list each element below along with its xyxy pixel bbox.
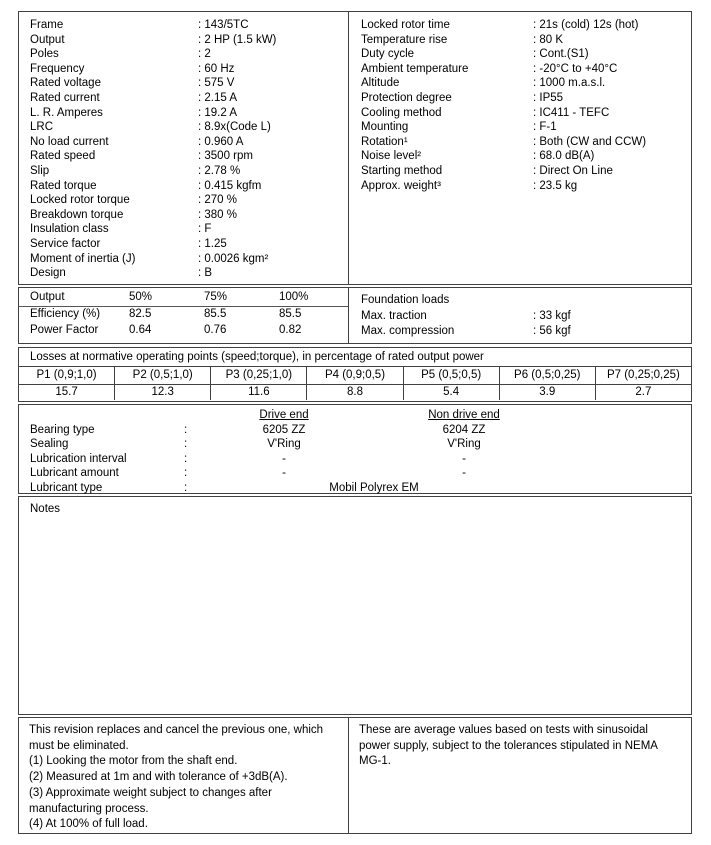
spec-label: Poles — [30, 48, 59, 61]
performance-table — [19, 288, 349, 343]
spec-row — [19, 62, 348, 77]
losses-value-cell: 5.4 — [404, 385, 500, 400]
max-compression-value: : 56 kgf — [533, 325, 571, 337]
spec-label: Service factor — [30, 237, 101, 250]
footer-right-remarks — [349, 718, 691, 833]
power-factor-row — [19, 323, 348, 339]
losses-header-cell: P6 (0,5;0,25) — [500, 367, 596, 384]
losses-value-cell: 15.7 — [19, 385, 115, 400]
max-traction-value: : 33 kgf — [533, 309, 571, 322]
spec-row — [349, 91, 691, 106]
spec-value: : 21s (cold) 12s (hot) — [533, 19, 639, 31]
spec-label: Rated voltage — [30, 77, 101, 90]
spec-label: Locked rotor torque — [30, 194, 130, 207]
losses-values-row — [19, 385, 691, 400]
bearing-drive-value: 6205 ZZ — [262, 423, 306, 436]
efficiency-label: Efficiency (%) — [30, 308, 101, 320]
bearing-drive-value: V'Ring — [267, 438, 301, 451]
spec-label: No load current — [30, 135, 109, 148]
bearing-row: Bearing type : 6205 ZZ 6204 ZZ — [19, 423, 691, 438]
spec-label: Approx. weight³ — [361, 179, 441, 192]
spec-row — [349, 179, 691, 194]
spec-value: : IC411 - TEFC — [533, 106, 610, 119]
footer-left-remarks — [19, 718, 349, 833]
power-factor-label: Power Factor — [30, 323, 99, 336]
bearing-non-drive-value: - — [462, 467, 466, 480]
bearing-row: Sealing : V'Ring V'Ring — [19, 437, 691, 452]
losses-header-cell: P1 (0,9;1,0) — [19, 367, 115, 384]
spec-value: : 1.25 — [198, 237, 227, 250]
power-factor-100: 0.82 — [279, 323, 302, 336]
lubricant-type-label: Lubricant type — [30, 481, 103, 494]
spec-label: Cooling method — [361, 106, 442, 119]
efficiency-100: 85.5 — [279, 308, 302, 320]
spec-label: Rated speed — [30, 150, 96, 163]
performance-header-row — [19, 288, 348, 307]
spec-row — [19, 252, 348, 267]
spec-value: : 2 HP (1.5 kW) — [198, 33, 277, 46]
spec-value: : 380 % — [198, 208, 237, 221]
spec-label: Frequency — [30, 62, 85, 75]
spec-value: : 270 % — [198, 194, 237, 207]
drive-end-header: Drive end — [259, 409, 309, 421]
spec-row — [349, 149, 691, 164]
max-compression-label: Max. compression — [361, 325, 455, 337]
bearing-row: Lubricant amount : - - — [19, 466, 691, 481]
spec-label: Noise level² — [361, 150, 422, 163]
datasheet-page — [18, 11, 692, 834]
spec-label: Altitude — [361, 77, 400, 90]
bearing-row-label: Sealing — [30, 438, 69, 451]
lubricant-type-row: Lubricant type : Mobil Polyrex EM — [19, 481, 691, 496]
notes-title: Notes — [30, 503, 61, 515]
spec-label: Breakdown torque — [30, 208, 124, 221]
spec-row — [19, 47, 348, 62]
spec-row — [19, 33, 348, 48]
spec-value: : 2.15 A — [198, 91, 238, 104]
spec-label: Temperature rise — [361, 33, 448, 46]
bearing-row-label: Bearing type — [30, 423, 95, 436]
performance-section — [18, 287, 692, 344]
spec-value: : 575 V — [198, 77, 235, 90]
spec-value: : Both (CW and CCW) — [533, 135, 647, 148]
losses-header-row — [19, 367, 691, 385]
efficiency-50: 82.5 — [129, 308, 152, 320]
spec-row — [349, 76, 691, 91]
spec-value: : B — [198, 267, 213, 280]
bearing-row: Lubrication interval : - - — [19, 452, 691, 467]
spec-value: : 23.5 kg — [533, 179, 578, 192]
spec-value: : 143/5TC — [198, 19, 249, 31]
spec-value: : 68.0 dB(A) — [533, 150, 595, 163]
spec-value: : 1000 m.a.s.l. — [533, 77, 606, 90]
spec-row — [349, 120, 691, 135]
spec-row — [19, 266, 348, 281]
max-compression-row — [349, 324, 691, 340]
bearing-drive-value: - — [282, 452, 286, 465]
spec-row — [19, 237, 348, 252]
specs-right-column — [349, 12, 691, 284]
main-specs-section — [18, 11, 692, 285]
bearing-non-drive-value: - — [462, 452, 466, 465]
spec-value: : 60 Hz — [198, 62, 235, 75]
footer-remark: (4) At 100% of full load. — [29, 818, 148, 831]
spec-row — [19, 91, 348, 106]
footer-remark: This revision replaces and cancel the previous one, which must be eliminated. — [29, 724, 324, 752]
spec-label: Rated current — [30, 91, 100, 104]
specs-left-column — [19, 12, 349, 284]
bearing-header-row — [19, 408, 691, 423]
bearing-row-label: Lubrication interval — [30, 452, 127, 465]
spec-label: Rotation¹ — [361, 135, 408, 148]
foundation-loads — [349, 288, 691, 343]
losses-value-cell: 2.7 — [635, 386, 652, 398]
spec-value: : 3500 rpm — [198, 150, 253, 163]
spec-label: Ambient temperature — [361, 62, 469, 75]
footer-remark: (1) Looking the motor from the shaft end. — [29, 755, 238, 768]
non-drive-end-header: Non drive end — [428, 409, 500, 421]
spec-value: : 8.9x(Code L) — [198, 121, 271, 134]
losses-value-cell: 12.3 — [115, 385, 211, 400]
bearing-row-label: Lubricant amount — [30, 467, 119, 480]
spec-value: : 19.2 A — [198, 106, 238, 119]
footer-remark: (2) Measured at 1m and with tolerance of +3dB(A). — [29, 771, 288, 784]
footer-remark: (3) Approximate weight subject to changes after manufacturing process. — [29, 786, 272, 815]
losses-value-cell: 3.9 — [500, 385, 596, 400]
spec-label: L. R. Amperes — [30, 106, 103, 119]
spec-row — [349, 18, 691, 33]
losses-header-cell: P4 (0,9;0,5) — [307, 367, 403, 384]
efficiency-75: 85.5 — [204, 308, 227, 320]
spec-row — [349, 62, 691, 77]
spec-label: Design — [30, 267, 66, 280]
losses-section — [18, 347, 692, 402]
spec-row — [349, 164, 691, 179]
load-col-75: 75% — [204, 291, 228, 303]
spec-value: : Cont.(S1) — [533, 48, 589, 61]
spec-label: Locked rotor time — [361, 19, 450, 31]
spec-label: Rated torque — [30, 179, 97, 192]
spec-row — [19, 18, 348, 33]
performance-header-label: Output — [30, 291, 65, 303]
losses-title: Losses at normative operating points (speed;torque), in percentage of rated output power — [19, 348, 691, 367]
spec-value: : 0.0026 kgm² — [198, 252, 269, 265]
footer-remark: These are average values based on tests with sinusoidal power supply, subject to the tolerances stipulated in NEMA MG-1. — [359, 724, 658, 768]
bearing-rows — [19, 423, 691, 481]
spec-value: : Direct On Line — [533, 164, 613, 177]
spec-value: : F-1 — [533, 121, 557, 134]
spec-row — [19, 193, 348, 208]
spec-label: Insulation class — [30, 223, 109, 236]
spec-label: Output — [30, 33, 65, 46]
losses-value-cell: 11.6 — [211, 385, 307, 400]
spec-row — [19, 222, 348, 237]
spec-value: : 0.960 A — [198, 135, 244, 148]
spec-value: : 2 — [198, 48, 211, 61]
power-factor-50: 0.64 — [129, 323, 152, 336]
spec-row — [19, 106, 348, 121]
spec-row — [349, 135, 691, 150]
spec-row — [349, 33, 691, 48]
losses-header-cell: P5 (0,5;0,5) — [404, 367, 500, 384]
bearing-drive-value: - — [282, 467, 286, 480]
losses-header-cell: P3 (0,25;1,0) — [211, 367, 307, 384]
spec-label: Frame — [30, 19, 64, 31]
bearing-non-drive-value: 6204 ZZ — [442, 423, 486, 436]
bearing-non-drive-value: V'Ring — [447, 438, 481, 451]
spec-row — [349, 106, 691, 121]
spec-row — [349, 47, 691, 62]
notes-section — [18, 496, 692, 715]
spec-value: : IP55 — [533, 91, 564, 104]
spec-row — [19, 164, 348, 179]
spec-label: Protection degree — [361, 91, 452, 104]
losses-value-cell: 8.8 — [307, 385, 403, 400]
load-col-50: 50% — [129, 291, 153, 303]
foundation-title: Foundation loads — [361, 294, 450, 306]
spec-row — [19, 135, 348, 150]
max-traction-label: Max. traction — [361, 309, 427, 322]
spec-value: : F — [198, 223, 212, 236]
spec-row — [19, 179, 348, 194]
losses-header-cell: P2 (0,5;1,0) — [115, 367, 211, 384]
spec-value: : 80 K — [533, 33, 564, 46]
spec-label: Mounting — [361, 121, 409, 134]
bearings-section — [18, 404, 692, 494]
efficiency-row — [19, 307, 348, 323]
lubricant-type-value: Mobil Polyrex EM — [329, 481, 419, 494]
spec-row — [19, 149, 348, 164]
max-traction-row — [349, 309, 691, 325]
spec-row — [19, 76, 348, 91]
spec-label: Slip — [30, 164, 50, 177]
spec-value: : -20°C to +40°C — [533, 62, 618, 75]
power-factor-75: 0.76 — [204, 323, 227, 336]
spec-label: Starting method — [361, 164, 443, 177]
spec-label: Duty cycle — [361, 48, 415, 61]
spec-label: Moment of inertia (J) — [30, 252, 136, 265]
spec-row — [19, 208, 348, 223]
losses-header-cell: P7 (0,25;0,25) — [606, 369, 680, 381]
spec-label: LRC — [30, 121, 54, 134]
spec-row — [19, 120, 348, 135]
load-col-100: 100% — [279, 291, 309, 303]
spec-value: : 0.415 kgfm — [198, 179, 262, 192]
spec-value: : 2.78 % — [198, 164, 241, 177]
footer-section — [18, 717, 692, 834]
